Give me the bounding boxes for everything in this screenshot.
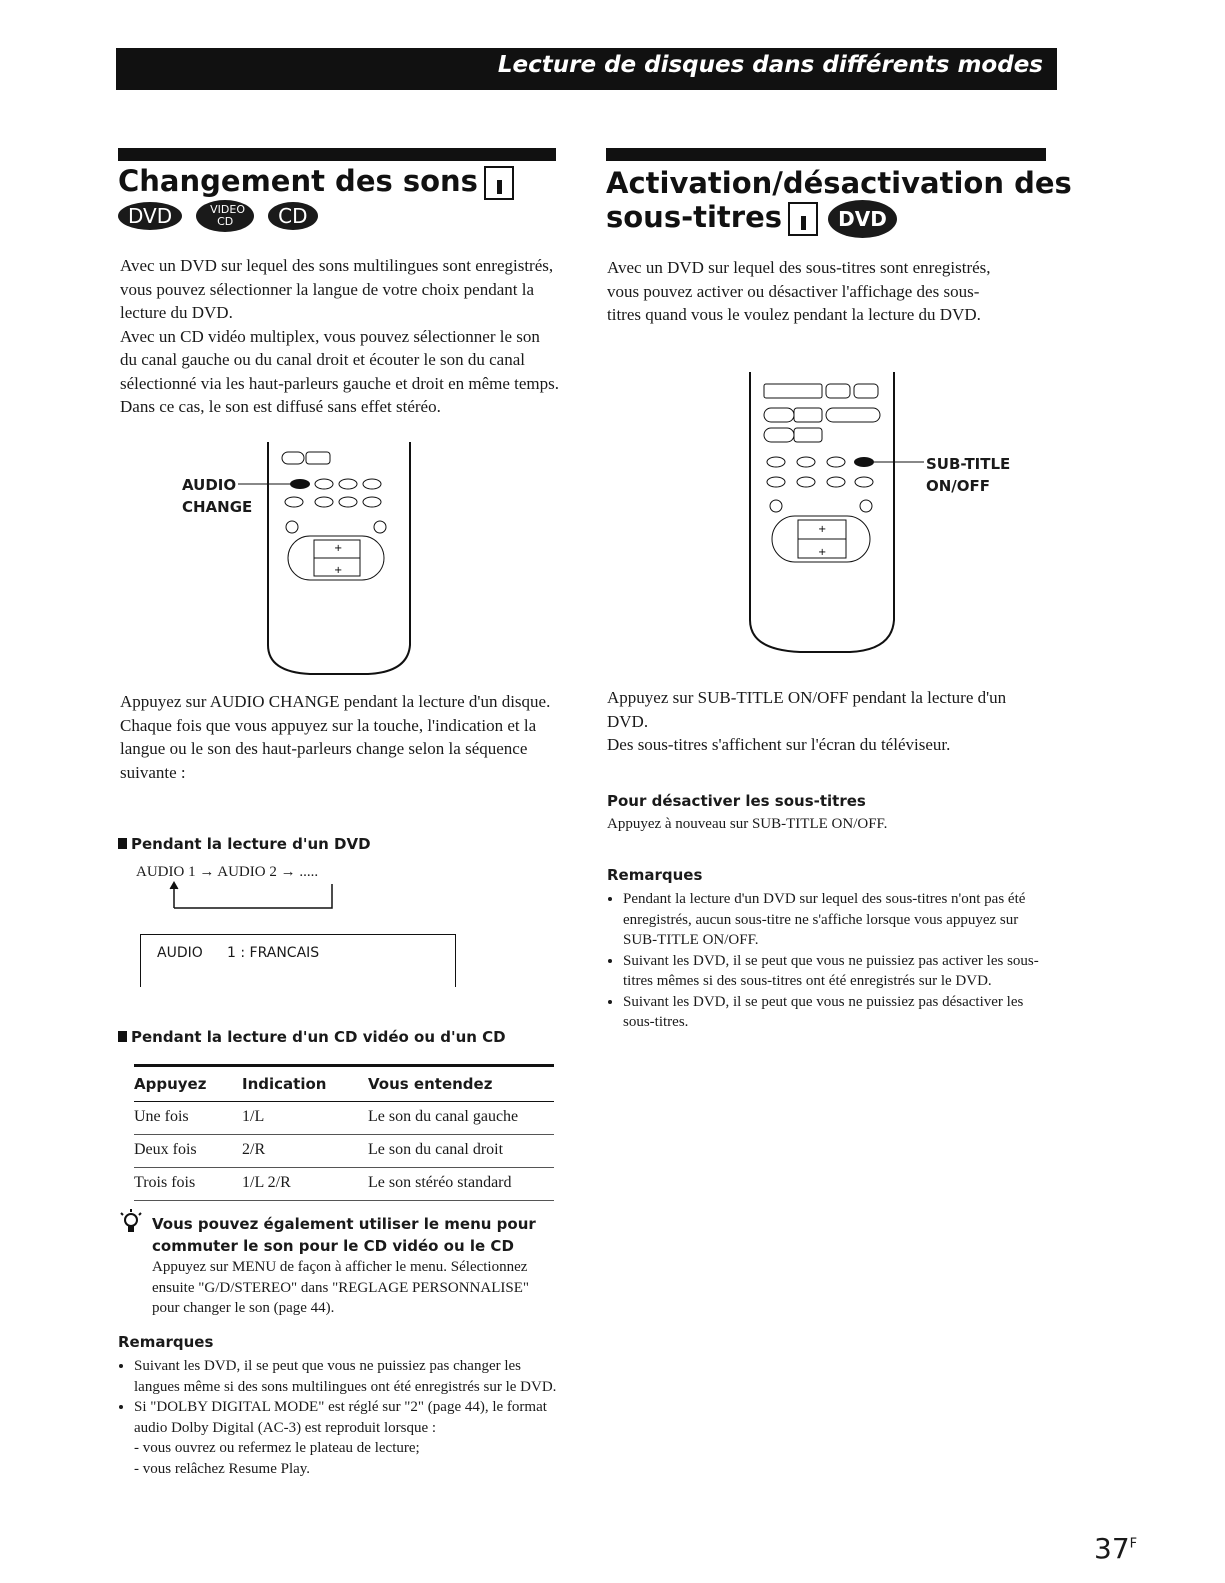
video-cd-badge: VIDEO CD (196, 200, 254, 232)
table-row (134, 1135, 554, 1168)
left-intro-para2: Avec un CD vidéo multiplex, vous pouvez sélectionner le son du canal gauche ou du canal droit et écouter le son du canal sélectionné via les haut-parleurs gauche et droit en même temps. Dans ce cas, le son est diffusé sans effet stéréo. (120, 326, 560, 416)
list-item: • Suivant les DVD, il se peut que vous ne puissiez pas désactiver les sous-titres. (623, 992, 1047, 1033)
osd-label: AUDIO (157, 945, 203, 961)
right-title-line2: sous-titres (606, 200, 783, 234)
callout-line2: CHANGE (182, 498, 253, 516)
dash-item: - vous relâchez Resume Play. (134, 1460, 311, 1477)
table-cell: Une fois (134, 1102, 242, 1135)
sequence-loop-arrow (166, 880, 346, 912)
right-step2: Des sous-titres s'affichent sur l'écran du téléviseur. (607, 735, 951, 754)
table-cell: Le son du canal droit (368, 1135, 554, 1168)
osd-audio-display (140, 934, 456, 987)
page-number-suffix: F (1129, 1536, 1138, 1552)
remote-illustration-left (230, 440, 430, 680)
dash-item: - vous ouvrez ou refermez le plateau de lecture; (134, 1440, 420, 1456)
right-intro: Avec un DVD sur lequel des sous-titres sont enregistrés, vous pouvez activer ou désactiver l'affichage des sous-titres quand vous le voulez pendant la lecture du DVD. (607, 258, 991, 324)
audio-sequence: AUDIO 1 → AUDIO 2 → ..... (136, 864, 319, 880)
left-title-text: Changement des sons (118, 164, 478, 198)
table-header-cell: Indication (242, 1066, 368, 1102)
table-cell: 1/L 2/R (242, 1168, 368, 1201)
svg-text:+: + (818, 547, 827, 558)
square-bullet-icon (118, 1031, 127, 1042)
callout-line1: AUDIO (182, 476, 237, 494)
left-title (118, 164, 514, 200)
square-bullet-icon (118, 838, 127, 849)
table-cell: Trois fois (134, 1168, 242, 1201)
list-item: • Pendant la lecture d'un DVD sur lequel des sous-titres n'ont pas été enregistrés, aucun sous-titre ne s'affiche lorsque vous appuyez sur SUB-TITLE ON/OFF. (623, 889, 1047, 951)
section-header-title: Lecture de disques dans différents modes (497, 52, 1043, 78)
table-cell: 2/R (242, 1135, 368, 1168)
table-cell: Le son stéréo standard (368, 1168, 554, 1201)
table-header-row (134, 1066, 554, 1102)
left-step2: Chaque fois que vous appuyez sur la touche, l'indication et la langue ou le son des haut-parleurs change selon la séquence suivante : (120, 715, 537, 782)
left-intro (120, 254, 560, 419)
remote-illustration-right (740, 370, 930, 660)
left-steps (120, 690, 560, 784)
svg-text:+: + (334, 543, 343, 554)
right-title-rule (606, 148, 1046, 161)
svg-text:+: + (334, 565, 343, 576)
audio-change-table (134, 1064, 554, 1201)
list-item: • Suivant les DVD, il se peut que vous ne puissiez pas changer les langues même si des sons multilingues ont été enregistrés sur le DVD. (134, 1356, 558, 1397)
right-steps (607, 686, 1047, 757)
tip-body: Appuyez sur MENU de façon à afficher le menu. Sélectionnez ensuite "G/D/STEREO" dans "REGLAGE PERSONNALISE" pour changer le son (page 44). (152, 1259, 529, 1316)
left-intro-para1: Avec un DVD sur lequel des sons multilingues sont enregistrés, vous pouvez sélectionner la langue de votre choix pendant la lecture du DVD. (120, 256, 554, 322)
page-number-value: 37 (1094, 1532, 1130, 1565)
list-item: • Suivant les DVD, il se peut que vous ne puissiez pas activer les sous-titres mêmes si des sous-titres ont été enregistrés sur le DVD. (623, 951, 1047, 992)
remote-icon (788, 202, 818, 236)
sub-dvd-heading (118, 835, 371, 853)
callout-line2: ON/OFF (926, 477, 991, 495)
section-header-bar (116, 48, 1057, 90)
tip-title-line2: commuter le son pour le CD vidéo ou le CD (152, 1237, 514, 1255)
cd-badge: CD (268, 202, 317, 230)
disc-badges (118, 200, 318, 232)
osd-value: 1 : FRANCAIS (227, 945, 320, 961)
lightbulb-tip-icon (118, 1208, 144, 1236)
sub-off-body: Appuyez à nouveau sur SUB-TITLE ON/OFF. (607, 816, 888, 832)
left-notes-title: Remarques (118, 1333, 214, 1351)
sub-vcd-heading (118, 1028, 506, 1046)
right-notes-title: Remarques (607, 866, 703, 884)
left-title-rule (118, 148, 556, 161)
table-cell: Deux fois (134, 1135, 242, 1168)
table-cell: 1/L (242, 1102, 368, 1135)
tip-title (152, 1213, 536, 1257)
table-header-cell: Vous entendez (368, 1066, 554, 1102)
right-notes (607, 889, 1047, 1033)
right-title-line1: Activation/désactivation des (606, 166, 1072, 200)
page-number (1094, 1532, 1137, 1565)
sub-title-callout (926, 453, 1010, 497)
tip-title-line1: Vous pouvez également utiliser le menu pour (152, 1215, 536, 1233)
right-step1: Appuyez sur SUB-TITLE ON/OFF pendant la lecture d'un DVD. (607, 688, 1007, 731)
sub-dvd-text: Pendant la lecture d'un DVD (131, 835, 371, 853)
left-step1: Appuyez sur AUDIO CHANGE pendant la lecture d'un disque. (120, 692, 551, 711)
table-row (134, 1168, 554, 1201)
remote-icon (484, 166, 514, 200)
table-header-cell: Appuyez (134, 1066, 242, 1102)
left-notes (118, 1356, 558, 1479)
sub-vcd-text: Pendant la lecture d'un CD vidéo ou d'un CD (131, 1028, 506, 1046)
svg-text:+: + (818, 524, 827, 535)
right-title (606, 166, 1072, 238)
dvd-badge: DVD (118, 202, 182, 230)
sub-off-heading: Pour désactiver les sous-titres (607, 792, 866, 810)
callout-line1: SUB-TITLE (926, 455, 1011, 473)
list-item: • Si "DOLBY DIGITAL MODE" est réglé sur "2" (page 44), le format audio Dolby Digital (AC-3) est reproduit lorsque : (134, 1397, 558, 1438)
table-row (134, 1102, 554, 1135)
dvd-badge: DVD (828, 200, 897, 238)
table-cell: Le son du canal gauche (368, 1102, 554, 1135)
